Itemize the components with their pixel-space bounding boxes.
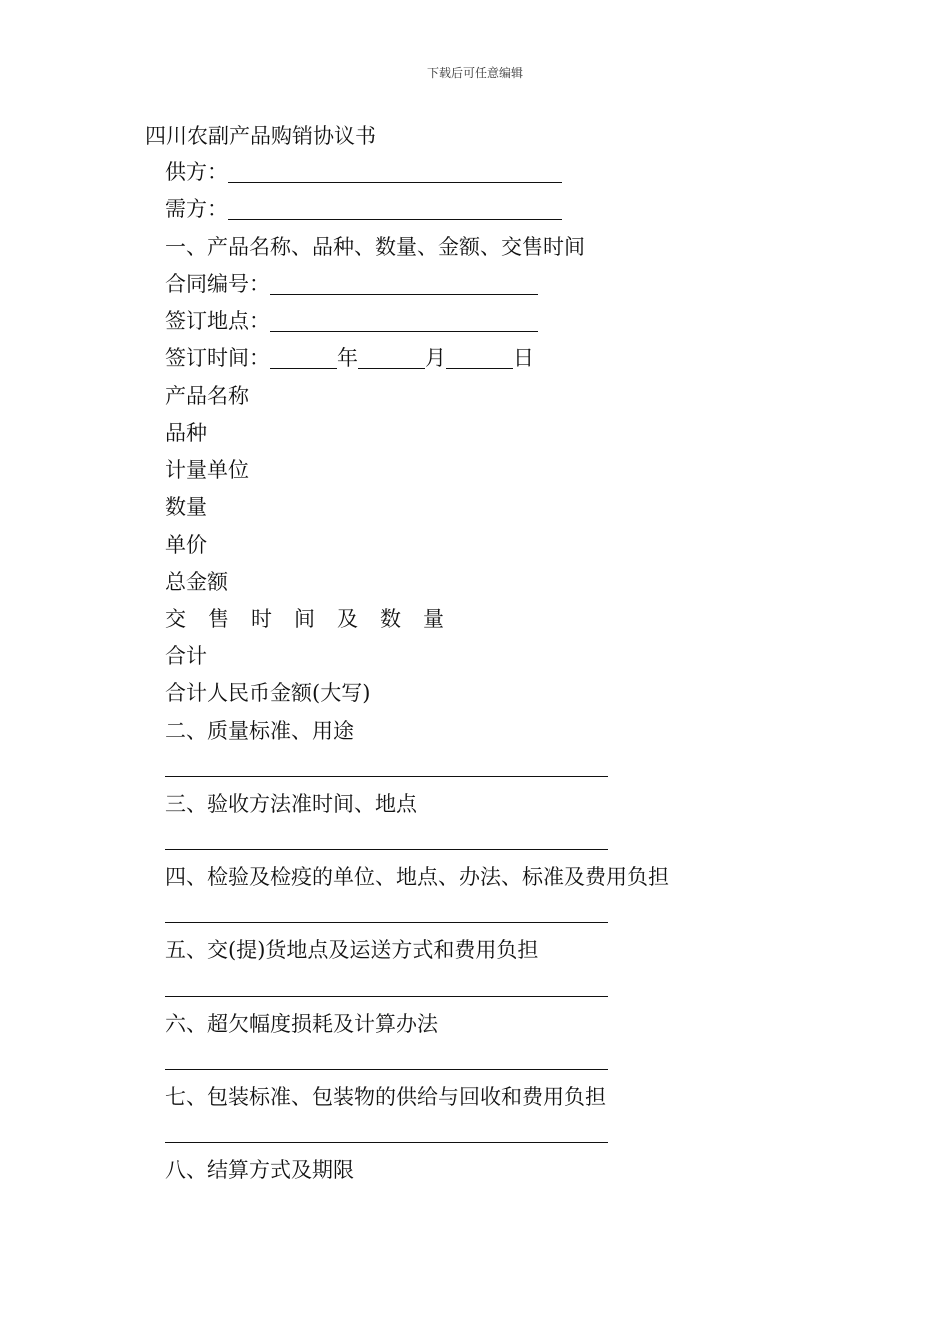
section-5-heading: 五、交(提)货地点及运送方式和费用负担: [165, 938, 539, 962]
page-header-note: 下载后可任意编辑: [426, 66, 523, 80]
delivery-time-quantity: [165, 604, 466, 634]
month-field[interactable]: [358, 348, 425, 369]
supplier-field[interactable]: [228, 162, 562, 183]
sign-place-label: 签订地点：: [165, 309, 270, 333]
sign-time-row: [165, 343, 534, 373]
char: 间: [294, 607, 315, 631]
section-8-heading: 八、结算方式及期限: [165, 1158, 354, 1182]
section-5-fill-line[interactable]: [165, 996, 608, 997]
contract-no-row: [165, 269, 538, 299]
section-6-heading: 六、超欠幅度损耗及计算办法: [165, 1012, 438, 1036]
field-variety: 品种: [165, 421, 207, 445]
year-label: 年: [337, 346, 358, 370]
day-field[interactable]: [446, 348, 513, 369]
section-4-fill-line[interactable]: [165, 922, 608, 923]
char: 及: [337, 607, 358, 631]
section-3-fill-line[interactable]: [165, 849, 608, 850]
sign-place-field[interactable]: [270, 311, 538, 332]
section-6-fill-line[interactable]: [165, 1069, 608, 1070]
field-quantity: 数量: [165, 495, 207, 519]
section-2-heading: 二、质量标准、用途: [165, 719, 354, 743]
total-rmb-label: 合计人民币金额(大写): [165, 681, 371, 705]
supplier-label: 供方：: [165, 160, 228, 184]
year-field[interactable]: [270, 348, 337, 369]
document-title: 四川农副产品购销协议书: [145, 124, 376, 148]
buyer-row: [165, 194, 562, 224]
char: 交: [165, 607, 186, 631]
contract-no-label: 合同编号：: [165, 272, 270, 296]
section-7-fill-line[interactable]: [165, 1142, 608, 1143]
day-label: 日: [513, 346, 534, 370]
char: 量: [423, 607, 444, 631]
contract-no-field[interactable]: [270, 274, 538, 295]
section-3-heading: 三、验收方法准时间、地点: [165, 792, 417, 816]
total-label: 合计: [165, 644, 207, 668]
field-product-name: 产品名称: [165, 384, 249, 408]
section-7-heading: 七、包装标准、包装物的供给与回收和费用负担: [165, 1085, 606, 1109]
supplier-row: [165, 157, 562, 187]
section-4-heading: 四、检验及检疫的单位、地点、办法、标准及费用负担: [165, 865, 669, 889]
field-unit-price: 单价: [165, 533, 207, 557]
month-label: 月: [425, 346, 446, 370]
buyer-label: 需方：: [165, 197, 228, 221]
sign-time-label: 签订时间：: [165, 346, 270, 370]
char: 数: [380, 607, 401, 631]
field-unit: 计量单位: [165, 458, 249, 482]
section-2-fill-line[interactable]: [165, 776, 608, 777]
buyer-field[interactable]: [228, 199, 562, 220]
field-total-amount: 总金额: [165, 570, 228, 594]
char: 时: [251, 607, 272, 631]
char: 售: [208, 607, 229, 631]
section-1-heading: 一、产品名称、品种、数量、金额、交售时间: [165, 235, 585, 259]
sign-place-row: [165, 306, 538, 336]
